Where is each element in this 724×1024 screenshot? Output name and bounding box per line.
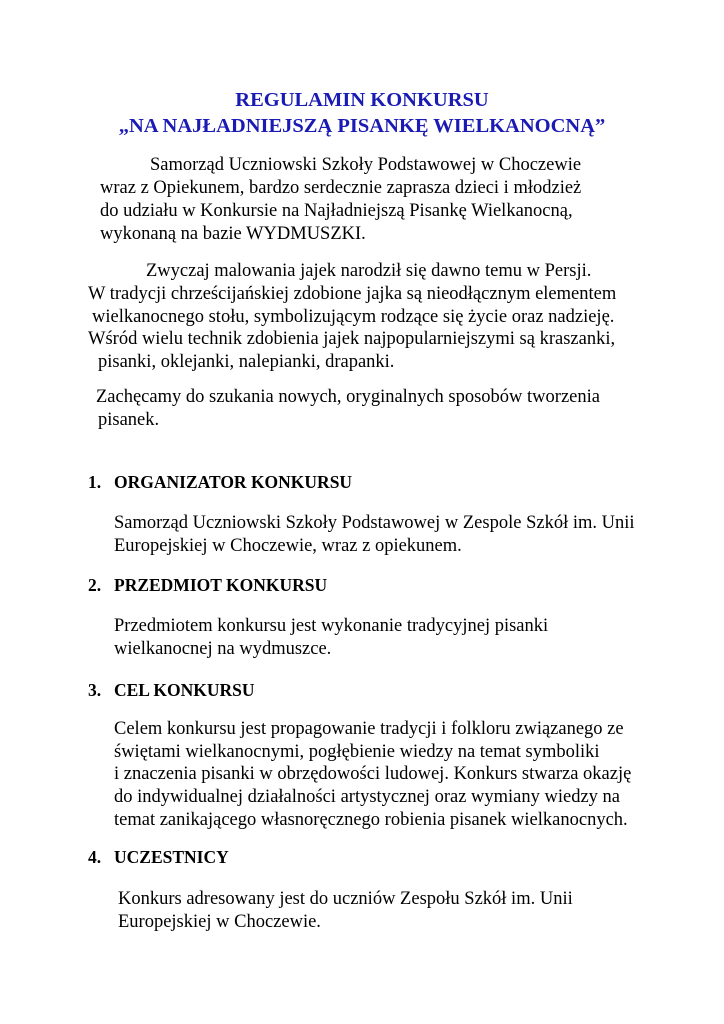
history-line: pisanki, oklejanki, nalepianki, drapanki. — [98, 352, 395, 372]
section-number: 1. — [88, 472, 102, 492]
section-heading-participants — [88, 846, 229, 868]
section-text-line: temat zanikającego własnoręcznego robienia pisanek wielkanocnych. — [114, 810, 628, 830]
section-text-line: Samorząd Uczniowski Szkoły Podstawowej w Zespole Szkół im. Unii — [114, 513, 635, 533]
section-text-line: Europejskiej w Choczewie. — [118, 912, 321, 932]
section-text-line: Przedmiotem konkursu jest wykonanie tradycyjnej pisanki — [114, 616, 549, 636]
intro-line: do udziału w Konkursie na Najładniejszą Pisankę Wielkanocną, — [100, 201, 573, 221]
section-number: 3. — [88, 680, 102, 700]
section-text-line: do indywidualnej działalności artystycznej oraz wymiany wiedzy na — [114, 787, 621, 807]
section-text-line: Konkurs adresowany jest do uczniów Zespołu Szkół im. Unii — [118, 889, 573, 909]
intro-line: Samorząd Uczniowski Szkoły Podstawowej w Choczewie — [150, 155, 582, 175]
history-line: Wśród wielu technik zdobienia jajek najpopularniejszymi są kraszanki, — [88, 329, 616, 349]
section-text-line: świętami wielkanocnymi, pogłębienie wiedzy na temat symboliki — [114, 742, 600, 762]
document-title-line-1: REGULAMIN KONKURSU — [235, 89, 489, 111]
intro-line: wraz z Opiekunem, bardzo serdecznie zaprasza dzieci i młodzież — [100, 178, 582, 198]
section-text-line: i znaczenia pisanki w obrzędowości ludowej. Konkurs stwarza okazję — [114, 764, 632, 784]
section-heading-subject — [88, 574, 327, 596]
section-text-line: Celem konkursu jest propagowanie tradycji i folkloru związanego ze — [114, 719, 624, 739]
history-line: wielkanocnego stołu, symbolizującym rodzące się życie oraz nadzieję. — [92, 307, 615, 327]
section-title: CEL KONKURSU — [114, 680, 255, 700]
section-number: 4. — [88, 847, 102, 867]
encourage-line: pisanek. — [98, 410, 160, 430]
section-number: 2. — [88, 575, 102, 595]
history-line: Zwyczaj malowania jajek narodził się dawno temu w Persji. — [146, 261, 592, 281]
section-title: PRZEDMIOT KONKURSU — [114, 575, 328, 595]
encourage-line: Zachęcamy do szukania nowych, oryginalnych sposobów tworzenia — [96, 387, 600, 407]
section-title: ORGANIZATOR KONKURSU — [114, 472, 353, 492]
history-line: W tradycji chrześcijańskiej zdobione jajka są nieodłącznym elementem — [88, 284, 617, 304]
section-text-line: Europejskiej w Choczewie, wraz z opiekunem. — [114, 536, 462, 556]
section-heading-goal — [88, 679, 255, 701]
document-title-line-2: „NA NAJŁADNIEJSZĄ PISANKĘ WIELKANOCNĄ” — [118, 115, 606, 137]
section-title: UCZESTNICY — [114, 847, 229, 867]
section-text-line: wielkanocnej na wydmuszce. — [114, 639, 332, 659]
intro-line: wykonaną na bazie WYDMUSZKI. — [100, 224, 366, 244]
section-heading-organizer — [88, 471, 352, 493]
